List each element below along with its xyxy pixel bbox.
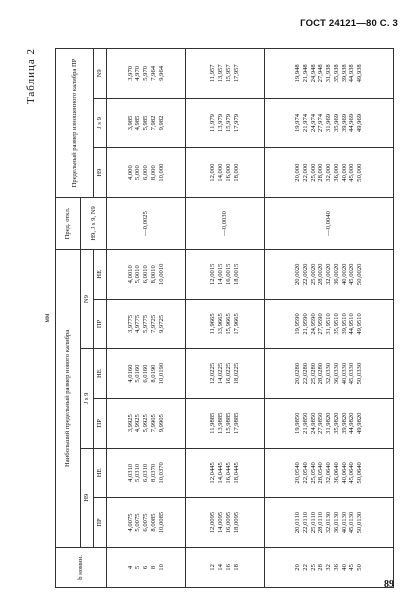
cell-value: 17,957 — [232, 64, 240, 83]
cell-value: 5,000 — [134, 165, 142, 181]
cell-value: 6,000 — [142, 165, 150, 181]
cell-value: 9,9905 — [157, 414, 165, 433]
cell-value: 50,0640 — [356, 462, 364, 484]
cell-value: 27,948 — [317, 64, 325, 83]
cell-value: 50,0330 — [356, 362, 364, 385]
cell-value: 12,0015 — [209, 263, 217, 286]
table-cell-dev: —0,0040 — [265, 197, 394, 249]
cell-value: 45,0330 — [348, 362, 356, 385]
table-cell-worn-n9 — [265, 49, 394, 99]
cell-value: 36,0130 — [332, 511, 340, 534]
cell-value: 4,9925 — [134, 414, 142, 433]
table-cell-h9-ne — [107, 448, 186, 498]
table-cell-worn-h9 — [107, 148, 186, 198]
cell-value: 10 — [157, 564, 165, 571]
cell-value: 25,000 — [309, 163, 317, 182]
cell-value: 5 — [134, 565, 142, 570]
cell-value: 50,0130 — [356, 511, 364, 534]
cell-value: 22,0280 — [301, 362, 309, 385]
cell-value: 4,0075 — [126, 513, 134, 532]
cell-value: 5,9775 — [142, 314, 150, 334]
table-cell-n9-pr — [186, 299, 265, 349]
cell-value: 18,0225 — [232, 362, 240, 385]
cell-value: 24,9850 — [309, 412, 317, 434]
cell-value: 7,9725 — [149, 314, 157, 334]
cell-value: 16,0095 — [225, 511, 232, 534]
table-cell-dev: —0,0025 — [107, 197, 186, 249]
cell-value: 32,0020 — [325, 263, 333, 286]
cell-value: 22,0020 — [301, 263, 309, 286]
worn-gauge-header: Предельный размер изношенного калибра ПР — [56, 49, 94, 198]
table-cell-js9-pr — [265, 398, 394, 448]
cell-value: 28,0020 — [317, 263, 325, 286]
page-header: ГОСТ 24121—80 С. 3 — [300, 18, 398, 29]
cell-value: 12,0095 — [209, 511, 217, 534]
cell-value: 10,0190 — [157, 362, 165, 385]
cell-value: 10,0085 — [157, 511, 165, 534]
cell-value: 25 — [309, 564, 317, 571]
table-cell-b — [265, 547, 394, 587]
cell-value: 44,938 — [348, 64, 356, 83]
cell-value: 40,0330 — [340, 362, 348, 385]
table-row — [265, 49, 394, 588]
table-cell-js9-pr — [107, 398, 186, 448]
cell-value: 45,0020 — [348, 263, 356, 286]
table-cell-n9-ne — [186, 249, 265, 299]
worn-js9-header: J s 9 — [94, 98, 107, 148]
table-cell-n9-pr — [107, 299, 186, 349]
col-b-header: b номин. — [56, 547, 107, 587]
cell-value: 44,9820 — [348, 412, 356, 434]
table-cell-b — [186, 547, 265, 587]
cell-value: 35,9510 — [332, 313, 340, 335]
cell-value: 3,9925 — [126, 414, 134, 433]
cell-value: 32 — [325, 564, 333, 571]
cell-value: 28 — [317, 564, 325, 571]
cell-value: 14,0095 — [217, 511, 225, 534]
cell-value: 6 — [142, 565, 150, 570]
cell-value: 18,0095 — [232, 511, 240, 534]
cell-value: 14 — [217, 564, 225, 571]
cell-value: 27,9590 — [317, 313, 325, 335]
cell-value: 31,938 — [325, 64, 333, 83]
cell-value: 8,000 — [149, 165, 157, 181]
table-cell-h9-ne — [186, 448, 265, 498]
table-cell-worn-js9 — [107, 98, 186, 148]
cell-value: 40,0130 — [340, 511, 348, 534]
cell-value: 40,0020 — [340, 263, 348, 286]
cell-value: 18 — [232, 564, 240, 571]
cell-value: 20,0020 — [294, 263, 302, 286]
sub-dev-header: H9, J s 9, N9 — [81, 197, 107, 249]
cell-value: 24,948 — [309, 64, 317, 83]
table-cell-worn-h9 — [265, 148, 394, 198]
cell-value: 14,0445 — [217, 462, 225, 484]
cell-value: 6,0160 — [142, 364, 150, 383]
cell-value: 17,9885 — [232, 412, 240, 434]
cell-value: 50 — [356, 564, 364, 571]
cell-value: 16,0015 — [225, 263, 232, 286]
cell-value: 13,9885 — [217, 412, 225, 434]
cell-value: 21,974 — [301, 113, 309, 133]
cell-value: 50,0020 — [356, 263, 364, 286]
cell-value: 13,9665 — [217, 313, 225, 335]
cell-value: 18,0015 — [232, 263, 240, 286]
cell-value: 44,969 — [348, 113, 356, 133]
cell-value: 49,969 — [356, 113, 364, 133]
cell-value: 36,000 — [332, 163, 340, 182]
cell-value: 8,0010 — [149, 265, 157, 284]
cell-value: 15,957 — [225, 64, 232, 83]
cell-value: 7,9905 — [149, 414, 157, 433]
cell-value: 4,0310 — [126, 463, 134, 482]
cell-value: 4,0010 — [126, 265, 134, 284]
cell-value: 21,9590 — [301, 313, 309, 335]
cell-value: 19,948 — [294, 64, 302, 83]
cell-value: 16 — [225, 564, 232, 571]
cell-value: 3,970 — [126, 65, 134, 81]
cell-value: 21,9850 — [301, 412, 309, 434]
table-cell-h9-ne — [265, 448, 394, 498]
table-cell-js9-ne — [186, 349, 265, 399]
cell-value: 19,9590 — [294, 313, 302, 335]
cell-value: 8,0370 — [149, 463, 157, 482]
worn-h9-header: H9 — [94, 148, 107, 198]
cell-value: 22,000 — [301, 163, 309, 182]
cell-value: 45,000 — [348, 163, 356, 182]
cell-value: 15,9665 — [225, 313, 232, 335]
cell-value: 5,985 — [142, 115, 150, 131]
table-cell-h9-pr — [265, 498, 394, 548]
cell-value: 9,964 — [157, 65, 165, 81]
cell-value: 5,970 — [142, 65, 150, 81]
cell-value: 22 — [301, 564, 309, 571]
cell-value: 18,000 — [232, 163, 240, 182]
cell-value: 39,969 — [340, 113, 348, 133]
cell-value: 40,0640 — [340, 462, 348, 484]
cell-value: 45,0640 — [348, 462, 356, 484]
cell-value: 27,9850 — [317, 412, 325, 434]
cell-value: 27,974 — [317, 113, 325, 133]
cell-value: 20 — [294, 564, 302, 571]
cell-value: 40,000 — [340, 163, 348, 182]
cell-value: 25,0280 — [309, 362, 317, 385]
js9-ne-header: НЕ — [94, 349, 107, 399]
cell-value: 15,9885 — [225, 412, 232, 434]
cell-value: 5,0075 — [134, 513, 142, 532]
cell-value: 28,0110 — [317, 511, 325, 534]
cell-value: 17,979 — [232, 113, 240, 133]
table-caption: Таблица 2 — [25, 48, 37, 105]
js9-pr-header: ПР — [94, 398, 107, 448]
cell-value: 25,0540 — [309, 462, 317, 484]
sub-h9-header: H9 — [81, 448, 94, 547]
cell-value: 39,9820 — [340, 412, 348, 434]
cell-value: 12,000 — [209, 163, 217, 182]
cell-value: 8,0085 — [149, 513, 157, 532]
table-cell-worn-n9 — [186, 49, 265, 99]
cell-value: 3,9775 — [126, 314, 134, 334]
table-cell-js9-ne — [107, 349, 186, 399]
cell-value: 32,0330 — [325, 362, 333, 385]
table-cell-dev: —0,0030 — [186, 197, 265, 249]
cell-value: 39,938 — [340, 64, 348, 83]
cell-value: 49,938 — [356, 64, 364, 83]
cell-value: 9,982 — [157, 115, 165, 131]
cell-value: 13,957 — [217, 64, 225, 83]
cell-value: 20,000 — [294, 163, 302, 182]
cell-value: 9,9725 — [157, 314, 165, 334]
cell-value: 32,000 — [325, 163, 333, 182]
h9-pr-header: ПР — [94, 498, 107, 548]
h9-ne-header: НЕ — [94, 448, 107, 498]
n9-ne-header: НЕ — [94, 249, 107, 299]
cell-value: 16,000 — [225, 163, 232, 182]
cell-value: 13,979 — [217, 113, 225, 133]
cell-value: 8,0190 — [149, 364, 157, 383]
deviation-header: Пред. откл. — [56, 197, 81, 249]
cell-value: 4,0160 — [126, 364, 134, 383]
cell-value: 45 — [348, 564, 356, 571]
cell-value: 12,0225 — [209, 362, 217, 385]
cell-value: 5,0010 — [134, 265, 142, 284]
cell-value: 16,0445 — [225, 462, 232, 484]
cell-value: 20,0540 — [294, 462, 302, 484]
units-label: мм — [43, 313, 51, 323]
cell-value: 7,982 — [149, 115, 157, 131]
cell-value: 5,9925 — [142, 414, 150, 433]
cell-value: 14,0015 — [217, 263, 225, 286]
cell-value: 17,9665 — [232, 313, 240, 335]
cell-value: 11,979 — [209, 114, 217, 132]
cell-value: 28,0540 — [317, 462, 325, 484]
cell-value: 22,0110 — [301, 511, 309, 534]
table-row — [186, 49, 265, 588]
cell-value: 25,0110 — [309, 511, 317, 534]
page-number: 89 — [384, 579, 394, 590]
table-cell-worn-h9 — [186, 148, 265, 198]
cell-value: 10,0370 — [157, 462, 165, 484]
cell-value: 35,9820 — [332, 412, 340, 434]
cell-value: 4,985 — [134, 115, 142, 131]
cell-value: 35,969 — [332, 113, 340, 133]
cell-value: 4,970 — [134, 65, 142, 81]
cell-value: 4,000 — [126, 165, 134, 181]
cell-value: 32,0130 — [325, 511, 333, 534]
cell-value: 49,9820 — [356, 412, 364, 434]
cell-value: 19,974 — [294, 113, 302, 133]
cell-value: 4 — [126, 565, 134, 570]
cell-value: 28,000 — [317, 163, 325, 182]
cell-value: 35,938 — [332, 64, 340, 83]
cell-value: 11,9665 — [209, 313, 217, 335]
cell-value: 10,000 — [157, 163, 165, 182]
cell-value: 11,957 — [209, 64, 217, 83]
cell-value: 22,0540 — [301, 462, 309, 484]
cell-value: 44,9510 — [348, 313, 356, 335]
cell-value: 31,969 — [325, 113, 333, 133]
table-cell-worn-n9 — [107, 49, 186, 99]
n9-pr-header: ПР — [94, 299, 107, 349]
cell-value: 36,0640 — [332, 462, 340, 484]
table-cell-worn-js9 — [265, 98, 394, 148]
cell-value: 8 — [149, 565, 157, 570]
cell-value: 39,9510 — [340, 313, 348, 335]
table-cell-h9-pr — [107, 498, 186, 548]
table-cell-n9-pr — [265, 299, 394, 349]
cell-value: 5,0310 — [134, 463, 142, 482]
table-cell-b — [107, 547, 186, 587]
cell-value: 24,9590 — [309, 313, 317, 335]
cell-value: 50,000 — [356, 163, 364, 182]
cell-value: 6,0010 — [142, 265, 150, 284]
cell-value: 14,000 — [217, 163, 225, 182]
cell-value: 20,0110 — [294, 511, 302, 534]
cell-value: 14,0225 — [217, 362, 225, 385]
cell-value: 4,9775 — [134, 314, 142, 334]
cell-value: 21,948 — [301, 64, 309, 83]
table-cell-n9-ne — [265, 249, 394, 299]
sub-n9-header: N9 — [81, 249, 94, 348]
cell-value: 12,0445 — [209, 462, 217, 484]
cell-value: 16,0225 — [225, 362, 232, 385]
cell-value: 10,0010 — [157, 263, 165, 286]
table-cell-n9-ne — [107, 249, 186, 299]
table-cell-js9-ne — [265, 349, 394, 399]
cell-value: 20,0280 — [294, 362, 302, 385]
cell-value: 15,979 — [225, 113, 232, 133]
cell-value: 25,0020 — [309, 263, 317, 286]
table-cell-worn-js9 — [186, 98, 265, 148]
rotated-table-block — [23, 48, 389, 588]
cell-value: 45,0130 — [348, 511, 356, 534]
sub-js9-header: J s 9 — [81, 349, 94, 448]
cell-value: 28,0280 — [317, 362, 325, 385]
new-gauge-header: Наибольший предельный размер нового калибра — [56, 249, 81, 547]
cell-value: 32,0640 — [325, 462, 333, 484]
cell-value: 31,9510 — [325, 313, 333, 335]
tolerance-table — [55, 48, 394, 588]
cell-value: 31,9820 — [325, 412, 333, 434]
worn-n9-header: N9 — [94, 49, 107, 99]
table-cell-js9-pr — [186, 398, 265, 448]
cell-value: 5,0160 — [134, 364, 142, 383]
cell-value: 36,0020 — [332, 263, 340, 286]
table-cell-h9-pr — [186, 498, 265, 548]
cell-value: 18,0445 — [232, 462, 240, 484]
cell-value: 7,964 — [149, 65, 157, 81]
cell-value: 36,0330 — [332, 362, 340, 385]
table-body — [107, 49, 394, 588]
cell-value: 19,9850 — [294, 412, 302, 434]
cell-value: 11,9885 — [209, 412, 217, 434]
cell-value: 40 — [340, 564, 348, 571]
cell-value: 49,9510 — [356, 313, 364, 335]
cell-value: 6,0075 — [142, 513, 150, 532]
cell-value: 3,985 — [126, 115, 134, 131]
cell-value: 6,0310 — [142, 463, 150, 482]
cell-value: 36 — [332, 564, 340, 571]
table-row — [107, 49, 186, 588]
cell-value: 24,974 — [309, 113, 317, 133]
cell-value: 12 — [209, 564, 217, 571]
